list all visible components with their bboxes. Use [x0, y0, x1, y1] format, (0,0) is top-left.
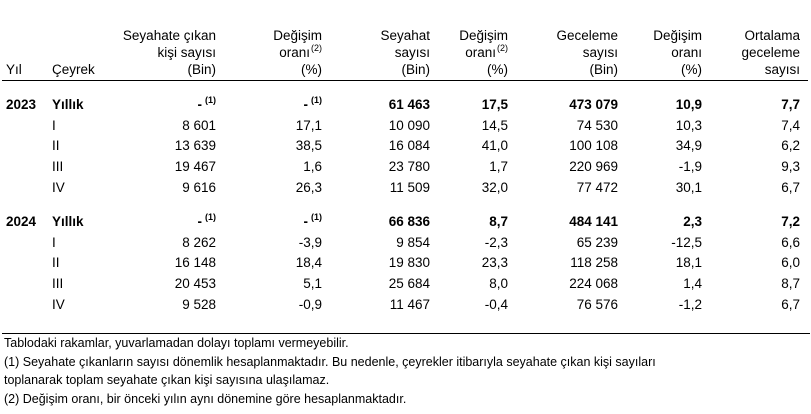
cell-nights-change: 2,3: [683, 214, 702, 230]
cell-persons-change: -0,9: [298, 296, 322, 312]
table-notes: [2, 333, 810, 408]
empty-year-cell: [2, 157, 48, 178]
cell-trips: 23 780: [388, 159, 430, 175]
cell-nights: 220 969: [569, 159, 618, 175]
cell-nights: 118 258: [570, 255, 618, 271]
empty-year-cell: [2, 274, 48, 295]
cell-nights: 224 068: [569, 276, 618, 292]
cell-avg: 6,0: [781, 255, 800, 271]
footnote-1-marker: (1): [205, 212, 216, 223]
note-1-continued: toplanarak toplam seyahate çıkan kişi sayısına ulaşılamaz.: [4, 373, 330, 387]
footnote-1-marker: (1): [311, 95, 322, 106]
cell-persons: 16 148: [174, 255, 216, 271]
quarter-cell: I: [52, 117, 56, 133]
quarter-cell: IV: [52, 179, 65, 195]
cell-nights-change: 34,9: [675, 138, 702, 154]
cell-trips-change: -2,3: [484, 234, 508, 250]
header-year: Yıl: [6, 62, 22, 77]
cell-nights: 77 472: [576, 179, 618, 195]
empty-year-cell: [2, 177, 48, 198]
cell-nights: 484 141: [569, 214, 618, 230]
header-avg-nights: Ortalama geceleme sayısı: [741, 28, 800, 77]
cell-trips: 66 836: [388, 214, 430, 230]
cell-avg: 7,4: [781, 117, 800, 133]
cell-persons: 19 467: [174, 159, 216, 175]
annual-row: [2, 95, 808, 116]
cell-persons: - $^{(1)}$: [197, 95, 216, 113]
note-2: (2) Değişim oranı, bir önceki yılın aynı dönemine göre hesaplanmaktadır.: [4, 391, 407, 406]
cell-nights-change: 10,3: [675, 117, 702, 133]
header-row: [2, 6, 808, 81]
cell-nights-change: -1,9: [678, 159, 702, 175]
cell-persons: 20 453: [174, 276, 216, 292]
quarter-row: [2, 294, 808, 315]
cell-nights: 74 530: [576, 117, 618, 133]
cell-nights-change: 10,9: [675, 97, 702, 113]
year-cell: 2024: [6, 214, 37, 230]
cell-nights-change: 30,1: [675, 179, 702, 195]
quarter-row: [2, 274, 808, 295]
cell-avg: 6,7: [781, 179, 800, 195]
cell-persons-change: 17,1: [295, 117, 322, 133]
empty-year-cell: [2, 116, 48, 137]
cell-persons-change: - $^{(1)}$: [303, 95, 322, 113]
cell-persons-change: 1,6: [303, 159, 322, 175]
cell-nights-change: -12,5: [671, 234, 702, 250]
annual-label-cell: Yıllık: [52, 214, 84, 230]
cell-nights: 100 108: [569, 138, 618, 154]
note-1: (1) Seyahate çıkanların sayısı dönemlik hesaplanmaktadır. Bu nedenle, çeyrekler itibarıyla seyahate çıkan kişi sayıları: [4, 354, 656, 369]
quarter-row: [2, 253, 808, 274]
cell-persons-change: -3,9: [298, 234, 322, 250]
quarter-cell: II: [52, 138, 60, 154]
cell-avg: 6,6: [781, 234, 800, 250]
header-footnote-2: (2): [311, 43, 322, 53]
cell-persons: 13 639: [174, 138, 216, 154]
quarter-row: [2, 116, 808, 137]
cell-trips-change: 8,0: [489, 276, 508, 292]
cell-persons: 9 528: [182, 296, 216, 312]
cell-trips: 61 463: [388, 97, 430, 113]
cell-persons-change: 38,5: [295, 138, 322, 154]
header-persons: Seyahate çıkan kişi sayısı (Bin): [122, 28, 216, 77]
quarter-cell: III: [52, 276, 64, 292]
footnote-1-marker: (1): [311, 212, 322, 223]
cell-avg: 6,2: [781, 138, 800, 154]
cell-nights-change: 18,1: [675, 255, 702, 271]
cell-avg: 8,7: [781, 276, 800, 292]
cell-trips-change: 41,0: [481, 138, 508, 154]
header-trips: Seyahat sayısı (Bin): [380, 28, 430, 77]
empty-year-cell: [2, 136, 48, 157]
header-nights-change: Değişim oranı (%): [653, 28, 702, 77]
cell-persons-change: 18,4: [295, 255, 322, 271]
annual-label-cell: Yıllık: [52, 97, 84, 113]
cell-avg: 7,2: [781, 214, 800, 230]
cell-avg: 6,7: [781, 296, 800, 312]
cell-nights-change: 1,4: [683, 276, 702, 292]
cell-avg: 9,3: [781, 159, 800, 175]
header-nights: Geceleme sayısı (Bin): [556, 28, 618, 77]
cell-trips-change: 1,7: [489, 159, 508, 175]
cell-persons: 8 601: [182, 117, 216, 133]
cell-trips-change: -0,4: [484, 296, 508, 312]
empty-year-cell: [2, 233, 48, 254]
footnote-1-marker: (1): [205, 95, 216, 106]
header-trips-change: Değişim oranı$^{(2)}$ (%): [459, 28, 508, 77]
cell-persons: 9 616: [182, 179, 216, 195]
cell-persons: 8 262: [182, 234, 216, 250]
quarter-cell: II: [52, 255, 60, 271]
cell-nights: 473 079: [569, 97, 618, 113]
cell-persons-change: 26,3: [295, 179, 322, 195]
cell-trips: 11 509: [389, 179, 430, 195]
annual-row: [2, 212, 808, 233]
header-footnote-2: (2): [497, 43, 508, 53]
cell-nights: 65 239: [576, 234, 618, 250]
cell-trips: 9 854: [396, 234, 430, 250]
cell-persons-change: 5,1: [303, 276, 322, 292]
header-quarter: Çeyrek: [52, 62, 95, 77]
cell-persons-change: - $^{(1)}$: [303, 212, 322, 230]
cell-trips-change: 14,5: [481, 117, 508, 133]
quarter-row: [2, 233, 808, 254]
cell-trips: 10 090: [388, 117, 430, 133]
cell-nights: 76 576: [576, 296, 618, 312]
spacer-row: [2, 81, 808, 96]
quarter-cell: IV: [52, 296, 65, 312]
cell-trips-change: 8,7: [489, 214, 508, 230]
cell-trips: 25 684: [388, 276, 430, 292]
header-persons-change: Değişim oranı$^{(2)}$ (%): [273, 28, 322, 77]
empty-year-cell: [2, 253, 48, 274]
travel-statistics-table: [2, 6, 808, 315]
quarter-row: [2, 177, 808, 198]
note-rounding: Tablodaki rakamlar, yuvarlamadan dolayı toplamı vermeyebilir.: [4, 336, 349, 350]
cell-avg: 7,7: [781, 97, 800, 113]
cell-trips-change: 23,3: [481, 255, 508, 271]
cell-nights-change: -1,2: [678, 296, 702, 312]
quarter-row: [2, 157, 808, 178]
cell-trips: 11 467: [389, 296, 430, 312]
cell-trips: 16 084: [388, 138, 430, 154]
cell-trips-change: 17,5: [481, 97, 508, 113]
cell-trips: 19 830: [388, 255, 430, 271]
cell-persons: - $^{(1)}$: [197, 212, 216, 230]
cell-trips-change: 32,0: [481, 179, 508, 195]
quarter-cell: III: [52, 159, 64, 175]
quarter-row: [2, 136, 808, 157]
spacer-row: [2, 198, 808, 212]
quarter-cell: I: [52, 234, 56, 250]
empty-year-cell: [2, 294, 48, 315]
year-cell: 2023: [6, 97, 37, 113]
